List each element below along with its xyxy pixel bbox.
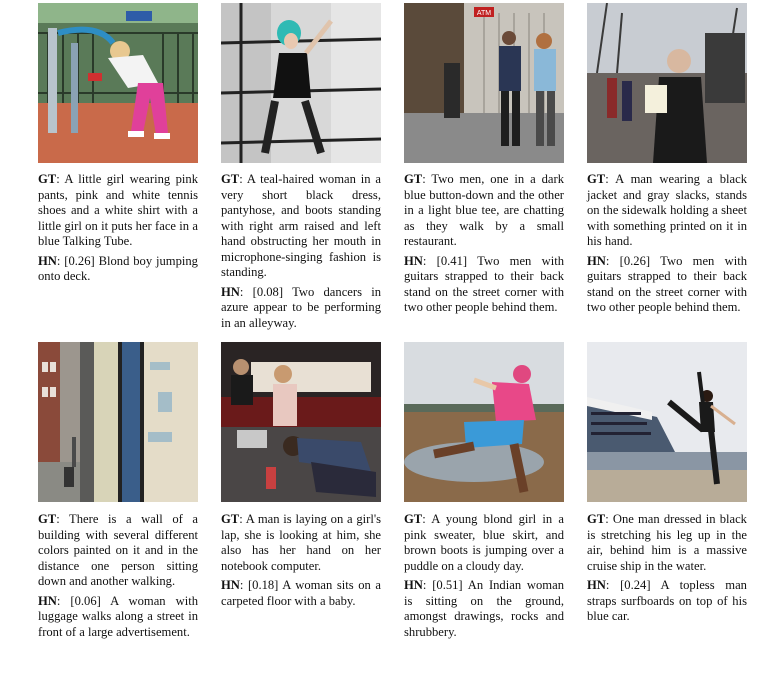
- gt-caption: GT: Two men, one in a dark blue button-down and the other in a light blue tee, are chatting as they walk by a small restaurant.: [404, 172, 564, 248]
- gt-caption: GT: A man wearing a black jacket and gray slacks, stands on the sidewalk holding a sheet with something printed on it in his hand.: [587, 172, 747, 248]
- caption-7: [404, 512, 564, 640]
- hn-caption: HN: [0.26] Two men with guitars strapped to their back stand on the street corner with two other people behind them.: [587, 253, 748, 314]
- photo-man-holding-sheet: [587, 3, 747, 163]
- caption-4: [587, 172, 747, 316]
- caption-1: [38, 172, 198, 285]
- hn-caption: HN: [0.18] A woman sits on a carpeted floor with a baby.: [221, 578, 381, 608]
- gt-caption: GT: A young blond girl in a pink sweater, blue skirt, and brown boots is jumping over a puddle on a cloudy day.: [404, 512, 564, 573]
- photo-man-cruise-ship: [587, 342, 747, 502]
- gt-caption: GT: One man dressed in black is stretching his leg up in the air, behind him is a massive cruise ship in the water.: [587, 512, 747, 573]
- photo-painted-wall: [38, 342, 198, 502]
- hn-caption: HN: [0.51] An Indian woman is sitting on the ground, amongst drawings, rocks and shrubbery.: [404, 578, 564, 639]
- hn-caption: HN: [0.41] Two men with guitars strapped to their back stand on the street corner with two other people behind them.: [404, 253, 565, 314]
- caption-8: [587, 512, 747, 625]
- photo-two-men-walking: [404, 3, 564, 163]
- photo-girl-talking-tube: [38, 3, 198, 163]
- hn-caption: HN: [0.24] A topless man straps surfboards on top of his blue car.: [587, 578, 747, 623]
- caption-2: [221, 172, 381, 331]
- gt-caption: GT: A little girl wearing pink pants, pink and white tennis shoes and a white shirt with a little girl on it puts her face in a blue Talking Tube.: [38, 172, 198, 248]
- photo-teal-haired-woman: [221, 3, 381, 163]
- caption-6: [221, 512, 381, 609]
- hn-caption: HN: [0.26] Blond boy jumping onto deck.: [38, 253, 198, 283]
- atm-sign: ATM: [476, 10, 492, 17]
- gt-caption: GT: A teal-haired woman in a very short black dress, pantyhose, and boots standing with right arm raised and left hand obstructing her mouth in microphone-singing fashion is standing.: [221, 172, 382, 279]
- gt-caption: GT: A man is laying on a girl's lap, she is looking at him, she also has her hand on her notebook computer.: [221, 512, 381, 573]
- photo-girl-jumping-puddle: [404, 342, 564, 502]
- caption-3: [404, 172, 564, 316]
- photo-man-on-lap: [221, 342, 381, 502]
- caption-5: [38, 512, 198, 640]
- hn-caption: HN: [0.08] Two dancers in azure appear to be performing in an alleyway.: [221, 284, 381, 330]
- gt-caption: GT: There is a wall of a building with several different colors painted on it and in the distance one person sitting down and another walking.: [38, 512, 199, 588]
- hn-caption: HN: [0.06] A woman with luggage walks along a street in front of a large advertisement.: [38, 593, 198, 639]
